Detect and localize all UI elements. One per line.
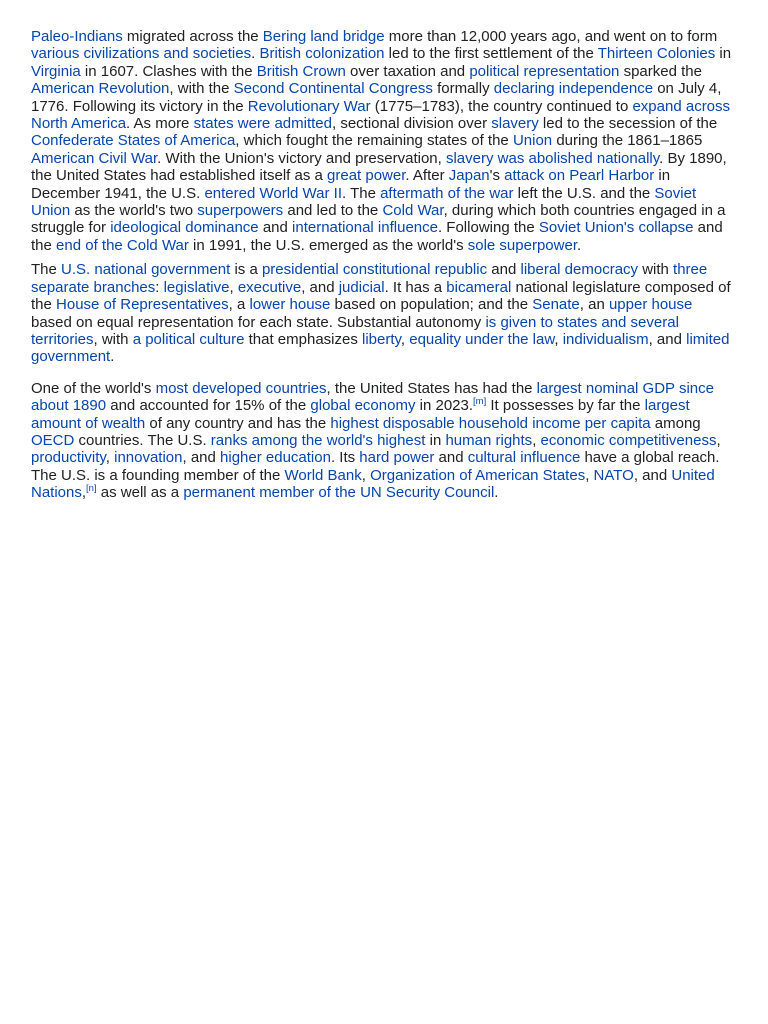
text-run: in — [425, 431, 446, 449]
article-paragraph — [31, 28, 736, 254]
text-run: , — [81, 484, 87, 502]
wiki-link[interactable]: productivity — [31, 449, 106, 467]
text-run: One of the world's — [31, 379, 156, 397]
wiki-link[interactable]: superpowers — [197, 202, 284, 220]
wiki-link[interactable]: presidential constitutional republic — [261, 261, 488, 279]
wiki-link[interactable]: states were admitted — [193, 115, 332, 133]
text-run: , — [532, 431, 541, 449]
text-run: . With the Union's victory and preservation, — [157, 149, 446, 167]
text-run: , — [554, 330, 563, 348]
text-run: , and — [633, 466, 672, 484]
text-run: , and — [648, 330, 687, 348]
wiki-link[interactable]: World Bank — [284, 466, 362, 484]
wiki-link[interactable]: largest amount of wealth — [31, 397, 690, 432]
wiki-link[interactable]: British Crown — [256, 62, 346, 80]
wiki-link[interactable]: ranks among the world's highest — [210, 431, 426, 449]
text-run: , — [229, 278, 238, 296]
text-run: . — [576, 236, 582, 254]
text-run: . — [251, 45, 260, 63]
wiki-link[interactable]: Soviet Union — [31, 184, 697, 220]
wiki-link[interactable]: bicameral — [446, 278, 512, 296]
wiki-link[interactable]: human rights — [445, 431, 533, 449]
wiki-link[interactable]: liberty — [362, 330, 401, 348]
text-run: is a — [230, 261, 262, 279]
wiki-link[interactable]: international influence — [292, 219, 438, 237]
text-run: and accounted for 15% of the — [106, 397, 311, 415]
wiki-link[interactable]: equality under the law — [409, 330, 555, 348]
text-run: . The — [342, 184, 381, 202]
text-run: and — [487, 261, 521, 279]
text-run: (1775–1783), the country continued to — [370, 97, 633, 115]
text-run: , and — [182, 449, 221, 467]
text-run: . — [494, 484, 499, 502]
wiki-link[interactable]: innovation — [114, 449, 183, 467]
text-run: in — [715, 45, 732, 63]
wiki-link[interactable]: Second Continental Congress — [233, 80, 433, 98]
wiki-link[interactable]: Organization of American States — [370, 466, 586, 484]
text-run: , sectional division over — [331, 115, 492, 133]
text-run: , during which both countries engaged in a struggle for — [31, 202, 726, 237]
wiki-link[interactable]: global economy — [310, 397, 416, 415]
wiki-link[interactable]: Thirteen Colonies — [597, 45, 716, 63]
wiki-link[interactable]: House of Representatives — [56, 296, 229, 314]
wiki-link[interactable]: great power — [327, 167, 406, 185]
wiki-link[interactable]: Union — [512, 132, 553, 150]
text-run: more than 12,000 years ago, and went on to form — [384, 28, 718, 45]
text-run: formally — [432, 80, 494, 98]
wiki-link[interactable]: ideological dominance — [110, 219, 259, 237]
wiki-link[interactable]: OECD — [31, 431, 75, 449]
text-run: . Following the — [437, 219, 539, 237]
text-run: led to the first settlement of the — [384, 45, 598, 63]
footnote-link[interactable]: [m] — [473, 396, 487, 408]
wiki-link[interactable]: cultural influence — [467, 449, 581, 467]
text-run: , with — [93, 330, 133, 348]
wiki-link[interactable]: expand across North America — [31, 97, 731, 133]
text-run: 's — [489, 167, 505, 185]
text-run: , and — [301, 278, 339, 296]
wiki-link[interactable]: American Civil War — [31, 149, 158, 167]
text-run: , — [716, 431, 721, 449]
text-run: based on equal representation for each state. Substantial autonomy — [31, 313, 486, 331]
wiki-link[interactable]: limited government — [31, 330, 730, 366]
wiki-link[interactable]: most developed countries — [155, 379, 327, 397]
wiki-link[interactable]: political representation — [469, 62, 620, 80]
wiki-link[interactable]: American Revolution — [31, 80, 170, 98]
wiki-link[interactable]: legislative — [163, 278, 230, 296]
text-run: during the 1861–1865 — [552, 132, 703, 150]
text-run: and led to the — [283, 202, 383, 220]
text-run: . By 1890, the United States had established itself as a — [31, 149, 727, 185]
text-run: , with the — [169, 80, 234, 98]
footnote-ref — [473, 396, 486, 407]
wiki-link[interactable]: attack on Pearl Harbor — [504, 167, 655, 185]
text-run: in 1607. Clashes with the — [80, 62, 257, 80]
text-run: left the U.S. and the — [513, 184, 655, 202]
text-run: sparked the — [619, 62, 702, 80]
text-run: . As more — [126, 115, 194, 133]
text-run: in December 1941, the U.S. — [31, 167, 671, 202]
text-run: based on population; and the — [330, 296, 533, 314]
footnote-link[interactable]: [n] — [86, 483, 97, 495]
wiki-link[interactable]: lower house — [249, 296, 331, 314]
text-run: on July 4, 1776. Following its victory in the — [31, 80, 722, 115]
text-run: . After — [405, 167, 449, 185]
wiki-link[interactable]: economic competitiveness — [540, 431, 717, 449]
footnote-ref — [86, 483, 97, 494]
wiki-link[interactable]: three separate branches — [31, 261, 708, 296]
wiki-link[interactable]: Japan — [448, 167, 490, 185]
wiki-link[interactable]: Paleo-Indians — [31, 28, 123, 45]
wiki-link[interactable]: executive — [237, 278, 302, 296]
wiki-link[interactable]: higher education — [220, 449, 331, 467]
text-run: as the world's two — [70, 202, 198, 220]
text-run: , — [361, 466, 371, 484]
article-paragraph — [31, 261, 736, 365]
text-run: over taxation and — [345, 62, 470, 80]
wiki-link[interactable]: slavery — [491, 115, 539, 133]
wiki-link[interactable]: Confederate States of America — [31, 132, 236, 150]
text-run: of any country and has the — [145, 414, 331, 432]
wiki-link[interactable]: is given to states and several territories — [31, 313, 679, 348]
wiki-link[interactable]: end of the Cold War — [56, 236, 189, 254]
text-run: with — [638, 261, 674, 279]
text-run: countries. The U.S. — [74, 431, 211, 449]
wiki-link[interactable]: Virginia — [31, 62, 81, 80]
text-run: national legislature composed of the — [31, 278, 731, 314]
text-run: among — [650, 414, 701, 432]
text-run: . Its — [330, 449, 360, 467]
text-run: as well as a — [96, 484, 184, 502]
text-run: in 2023. — [415, 397, 474, 415]
text-run: , the United States has had the — [326, 379, 537, 397]
wiki-link[interactable]: U.S. national government — [61, 261, 231, 279]
text-run: , an — [579, 296, 609, 314]
text-run: led to the secession of the — [538, 115, 718, 133]
wiki-link[interactable]: entered World War II — [204, 184, 342, 202]
text-run: . It has a — [384, 278, 447, 296]
wiki-link[interactable]: sole superpower — [467, 236, 577, 254]
wiki-link[interactable]: aftermath of the war — [380, 184, 514, 202]
wiki-link[interactable]: various civilizations and societies — [31, 45, 252, 63]
text-run: and the — [31, 219, 723, 254]
wiki-link[interactable]: a political culture — [132, 330, 245, 348]
text-run: . — [110, 348, 115, 366]
text-run: have a global reach. The U.S. is a founding member of the — [31, 449, 720, 484]
text-run: , — [400, 330, 410, 348]
article-body — [31, 28, 736, 509]
wiki-link[interactable]: judicial — [338, 278, 385, 296]
text-run: : — [155, 278, 164, 296]
text-run: , which fought the remaining states of the — [235, 132, 513, 150]
text-run: migrated across the — [122, 28, 263, 45]
text-run: , — [105, 449, 115, 467]
text-run: It possesses by far the — [486, 397, 645, 415]
wiki-link[interactable]: hard power — [359, 449, 435, 467]
text-run: that emphasizes — [244, 330, 362, 348]
wiki-link[interactable]: largest nominal GDP since about 1890 — [31, 379, 714, 415]
wiki-link[interactable]: Cold War — [382, 202, 444, 220]
wiki-link[interactable]: Soviet Union's collapse — [538, 219, 694, 237]
text-run: , a — [228, 296, 250, 314]
wiki-link[interactable]: declaring independence — [493, 80, 654, 98]
text-run: in 1991, the U.S. emerged as the world's — [188, 236, 468, 254]
wiki-link[interactable]: individualism — [562, 330, 649, 348]
text-run: The — [31, 261, 62, 279]
wiki-link[interactable]: highest disposable household income per capita — [330, 414, 651, 432]
wiki-link[interactable]: United Nations — [31, 466, 715, 502]
wiki-link[interactable]: permanent member of the UN Security Council — [183, 484, 495, 502]
wiki-link[interactable]: British colonization — [259, 45, 385, 63]
wiki-link[interactable]: liberal democracy — [520, 261, 639, 279]
wiki-link[interactable]: Bering land bridge — [262, 28, 385, 45]
wiki-link[interactable]: NATO — [593, 466, 634, 484]
text-run: , — [585, 466, 594, 484]
wiki-link[interactable]: slavery was abolished nationally — [445, 149, 660, 167]
wiki-link[interactable]: Revolutionary War — [247, 97, 371, 115]
wiki-link[interactable]: Senate — [532, 296, 580, 314]
text-run: and — [434, 449, 468, 467]
article-paragraph — [31, 380, 736, 502]
text-run: and — [258, 219, 293, 237]
wiki-link[interactable]: upper house — [608, 296, 693, 314]
